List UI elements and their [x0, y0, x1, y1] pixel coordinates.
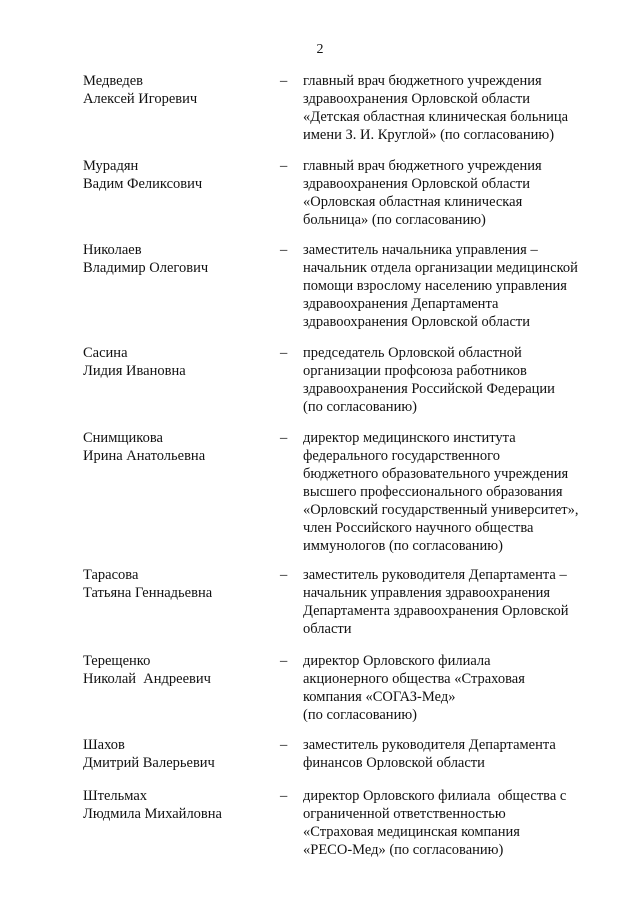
- dash-separator: –: [280, 788, 288, 804]
- member-name: [83, 787, 263, 823]
- position-line: главный врач бюджетного учреждения: [303, 158, 542, 174]
- member-given-name: Татьяна Геннадьевна: [83, 585, 213, 601]
- position-line: (по согласованию): [303, 399, 417, 415]
- position-line: иммунологов (по согласованию): [303, 538, 503, 554]
- position-line: области: [303, 621, 352, 637]
- member-surname: Шахов: [83, 737, 125, 753]
- member-position: [303, 787, 603, 859]
- position-line: «Орловская областная клиническая: [303, 194, 523, 210]
- position-line: директор медицинского института: [303, 430, 516, 446]
- position-line: высшего профессионального образования: [303, 484, 563, 500]
- position-line: имени З. И. Круглой» (по согласованию): [303, 127, 555, 143]
- position-line: заместитель руководителя Департамента –: [303, 567, 567, 583]
- member-given-name: Дмитрий Валерьевич: [83, 755, 215, 771]
- member-name: [83, 736, 263, 772]
- dash-separator: –: [280, 737, 288, 753]
- dash-separator: –: [280, 653, 288, 669]
- position-line: финансов Орловской области: [303, 755, 485, 771]
- member-given-name: Ирина Анатольевна: [83, 448, 206, 464]
- member-surname: Тарасова: [83, 567, 139, 583]
- member-position: [303, 344, 603, 416]
- position-line: Департамента здравоохранения Орловской: [303, 603, 569, 619]
- member-surname: Сасина: [83, 345, 128, 361]
- position-line: «РЕСО-Мед» (по согласованию): [303, 842, 504, 858]
- position-line: акционерного общества «Страховая: [303, 671, 525, 687]
- position-line: здравоохранения Орловской области: [303, 91, 530, 107]
- member-given-name: Владимир Олегович: [83, 260, 209, 276]
- member-given-name: Николай Андреевич: [83, 671, 211, 687]
- member-name: [83, 241, 263, 277]
- member-name: [83, 157, 263, 193]
- position-line: директор Орловского филиала общества с: [303, 788, 567, 804]
- position-line: компания «СОГАЗ-Мед»: [303, 689, 456, 705]
- position-line: председатель Орловской областной: [303, 345, 522, 361]
- position-line: член Российского научного общества: [303, 520, 534, 536]
- dash-separator: –: [280, 345, 288, 361]
- member-surname: Штельмах: [83, 788, 148, 804]
- position-line: здравоохранения Российской Федерации: [303, 381, 555, 397]
- position-line: помощи взрослому населению управления: [303, 278, 567, 294]
- member-position: [303, 241, 603, 331]
- member-given-name: Вадим Феликсович: [83, 176, 203, 192]
- member-name: [83, 652, 263, 688]
- member-name: [83, 72, 263, 108]
- position-line: федерального государственного: [303, 448, 501, 464]
- position-line: организации профсоюза работников: [303, 363, 527, 379]
- position-line: бюджетного образовательного учреждения: [303, 466, 569, 482]
- member-given-name: Лидия Ивановна: [83, 363, 186, 379]
- member-given-name: Алексей Игоревич: [83, 91, 198, 107]
- position-line: начальник управления здравоохранения: [303, 585, 551, 601]
- position-line: «Страховая медицинская компания: [303, 824, 520, 840]
- position-line: ограниченной ответственностью: [303, 806, 506, 822]
- position-line: начальник отдела организации медицинской: [303, 260, 578, 276]
- member-surname: Снимщикова: [83, 430, 163, 446]
- member-position: [303, 429, 603, 555]
- position-line: здравоохранения Департамента: [303, 296, 499, 312]
- dash-separator: –: [280, 567, 288, 583]
- position-line: «Орловский государственный университет»,: [303, 502, 579, 518]
- position-line: здравоохранения Орловской области: [303, 314, 530, 330]
- dash-separator: –: [280, 158, 288, 174]
- position-line: (по согласованию): [303, 707, 417, 723]
- member-position: [303, 566, 603, 638]
- position-line: директор Орловского филиала: [303, 653, 491, 669]
- position-line: главный врач бюджетного учреждения: [303, 73, 542, 89]
- member-surname: Мурадян: [83, 158, 139, 174]
- member-position: [303, 736, 603, 772]
- member-position: [303, 652, 603, 724]
- dash-separator: –: [280, 430, 288, 446]
- member-position: [303, 157, 603, 229]
- member-surname: Медведев: [83, 73, 143, 89]
- member-given-name: Людмила Михайловна: [83, 806, 222, 822]
- position-line: заместитель начальника управления –: [303, 242, 538, 258]
- dash-separator: –: [280, 73, 288, 89]
- member-name: [83, 429, 263, 465]
- member-name: [83, 566, 263, 602]
- position-line: здравоохранения Орловской области: [303, 176, 530, 192]
- position-line: заместитель руководителя Департамента: [303, 737, 556, 753]
- position-line: больница» (по согласованию): [303, 212, 486, 228]
- member-position: [303, 72, 603, 144]
- position-line: «Детская областная клиническая больница: [303, 109, 569, 125]
- member-surname: Терещенко: [83, 653, 151, 669]
- member-surname: Николаев: [83, 242, 142, 258]
- page-number: 2: [316, 42, 324, 57]
- dash-separator: –: [280, 242, 288, 258]
- member-name: [83, 344, 263, 380]
